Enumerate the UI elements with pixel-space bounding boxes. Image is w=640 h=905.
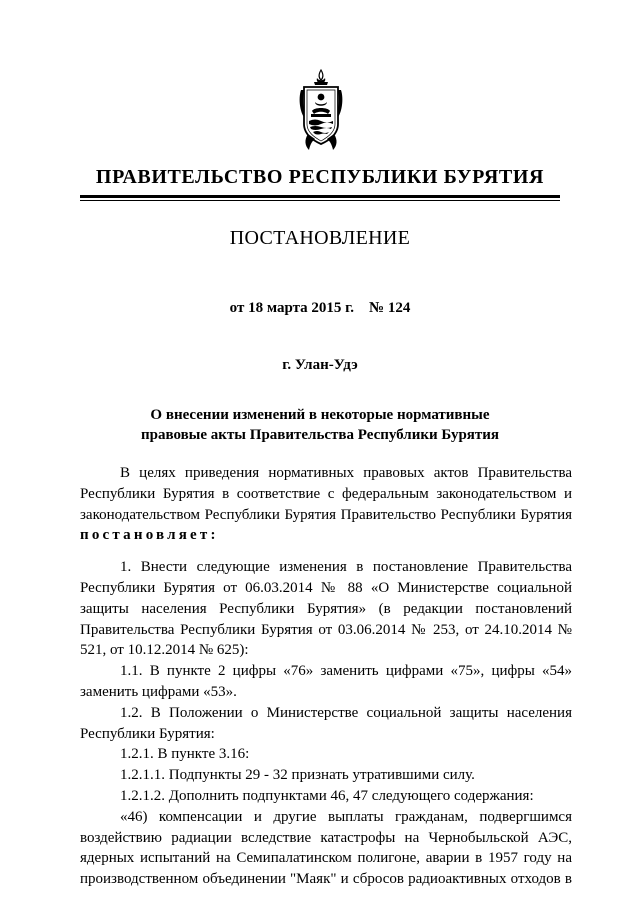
paragraph-1-1: 1.1. В пункте 2 цифры «76» заменить цифрами «75», цифры «54» заменить цифрами «53».: [80, 663, 572, 700]
paragraph-1: 1. Внести следующие изменения в постановление Правительства Республики Бурятия от 06.03.2014 № 88 «О Министерстве социальной защиты населения Республики Бурятия» (в редакции постановлений Правительства Республики Бурятия от 03.06.2014 № 253, от 24.10.2014 № 521, от 10.12.2014 № 625):: [80, 559, 572, 659]
title-rule-thin: [80, 200, 560, 201]
subject-line-1: О внесении изменений в некоторые нормативные: [150, 407, 490, 423]
coat-of-arms-emblem: [294, 66, 348, 162]
subject-line-2: правовые акты Правительства Республики Бурятия: [140, 427, 500, 443]
document-subject: [0, 405, 640, 445]
paragraph-1-2: 1.2. В Положении о Министерстве социальной защиты населения Республики Бурятия:: [80, 704, 572, 742]
document-type: ПОСТАНОВЛЕНИЕ: [229, 227, 411, 249]
document-body: [80, 463, 572, 890]
document-city: г. Улан-Удэ: [282, 357, 358, 373]
paragraph-1-2-1: 1.2.1. В пункте 3.16:: [120, 746, 250, 763]
paragraph-1-2-1-2: 1.2.1.2. Дополнить подпунктами 46, 47 следующего содержания:: [120, 787, 534, 804]
title-rule-thick: [80, 195, 560, 198]
organization-title: ПРАВИТЕЛЬСТВО РЕСПУБЛИКИ БУРЯТИЯ: [95, 166, 545, 188]
preamble-paragraph: [80, 463, 572, 546]
paragraph-1-2-1-1: 1.2.1.1. Подпункты 29 - 32 признать утратившими силу.: [120, 767, 475, 784]
decree-word: постановляет:: [80, 527, 219, 544]
document-date-number: от 18 марта 2015 г. № 124: [229, 300, 411, 316]
paragraph-46: «46) компенсации и другие выплаты гражданам, подвергшимся воздействию радиации вследствие катастрофы на Чернобыльской АЭС, ядерных испытаний на Семипалатинском полигоне, аварии в 1957 году на производственном объединении "Маяк" и сбросов радиоактивных отходов в: [80, 808, 572, 888]
preamble-text: В целях приведения нормативных правовых актов Правительства Республики Бурятия в соответствие с федеральным законодательством и законодательством Республики Бурятия Правительство Республики Бурятия: [80, 465, 572, 523]
